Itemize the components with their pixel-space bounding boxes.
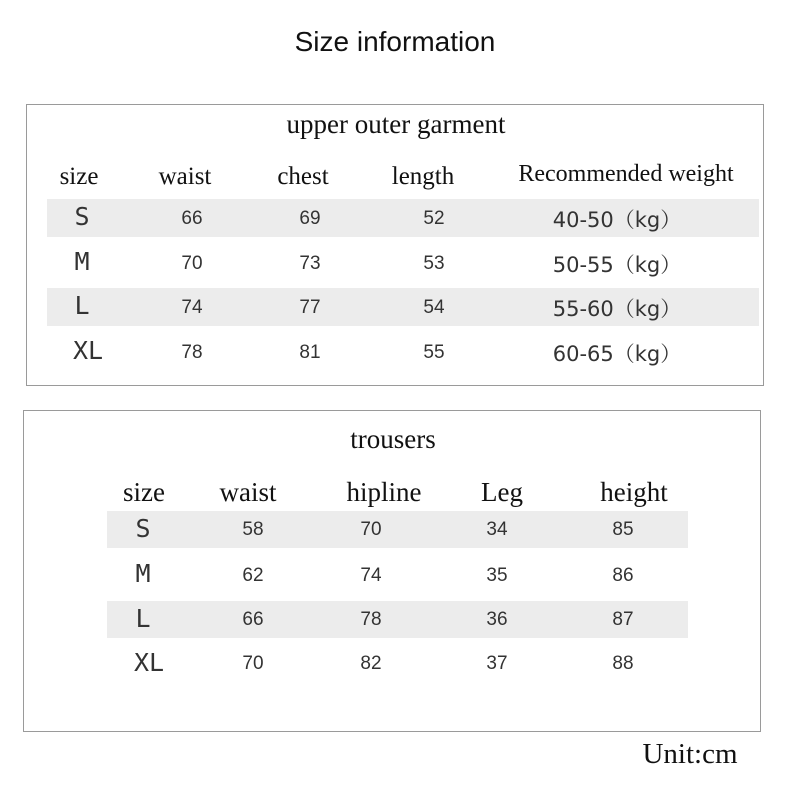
waist-cell: 66: [181, 208, 203, 229]
size-cell: L: [74, 291, 90, 320]
leg-cell: 36: [486, 609, 508, 630]
size-cell: M: [74, 247, 90, 276]
length-cell: 53: [423, 253, 445, 274]
hipline-cell: 70: [360, 519, 382, 540]
waist-cell: 62: [242, 565, 264, 586]
length-cell: 55: [423, 342, 445, 363]
waist-cell: 74: [181, 297, 203, 318]
weight-cell: 55-60（kg）: [552, 297, 682, 321]
hipline-cell: 82: [360, 653, 382, 674]
leg-cell: 37: [486, 653, 508, 674]
size-cell: XL: [72, 336, 104, 365]
leg-cell: 35: [486, 565, 508, 586]
header-chest: chest: [277, 163, 329, 190]
header-leg: Leg: [481, 477, 523, 507]
header-size: size: [123, 477, 165, 507]
waist-cell: 70: [181, 253, 203, 274]
weight-cell: 40-50（kg）: [552, 208, 682, 232]
waist-cell: 70: [242, 653, 264, 674]
leg-cell: 34: [486, 519, 508, 540]
height-cell: 87: [612, 609, 634, 630]
size-cell: XL: [133, 648, 165, 677]
length-cell: 54: [423, 297, 445, 318]
hipline-cell: 78: [360, 609, 382, 630]
size-cell: L: [135, 604, 151, 633]
header-length: length: [391, 163, 455, 190]
chest-cell: 69: [299, 208, 321, 229]
trousers-table: [23, 410, 761, 732]
size-cell: S: [135, 514, 151, 543]
waist-cell: 78: [181, 342, 203, 363]
size-cell: M: [135, 559, 151, 588]
size-cell: S: [74, 202, 90, 231]
header-height: height: [600, 477, 668, 507]
header-waist: waist: [158, 163, 212, 190]
header-waist: waist: [219, 477, 277, 507]
height-cell: 88: [612, 653, 634, 674]
upper-garment-title: upper outer garment: [286, 109, 506, 139]
height-cell: 86: [612, 565, 634, 586]
weight-cell: 60-65（kg）: [552, 342, 682, 366]
trousers-title: trousers: [350, 424, 436, 454]
length-cell: 52: [423, 208, 445, 229]
chest-cell: 77: [299, 297, 321, 318]
height-cell: 85: [612, 519, 634, 540]
unit-label: Unit:cm: [642, 738, 738, 770]
chest-cell: 73: [299, 253, 321, 274]
weight-cell: 50-55（kg）: [552, 253, 682, 277]
header-hipline: hipline: [346, 477, 422, 507]
page-title: Size information: [294, 26, 496, 57]
header-size: size: [59, 163, 99, 190]
hipline-cell: 74: [360, 565, 382, 586]
waist-cell: 58: [242, 519, 264, 540]
header-recommended-weight: Recommended weight: [518, 161, 734, 187]
chest-cell: 81: [299, 342, 321, 363]
upper-garment-table: [26, 104, 764, 386]
waist-cell: 66: [242, 609, 264, 630]
